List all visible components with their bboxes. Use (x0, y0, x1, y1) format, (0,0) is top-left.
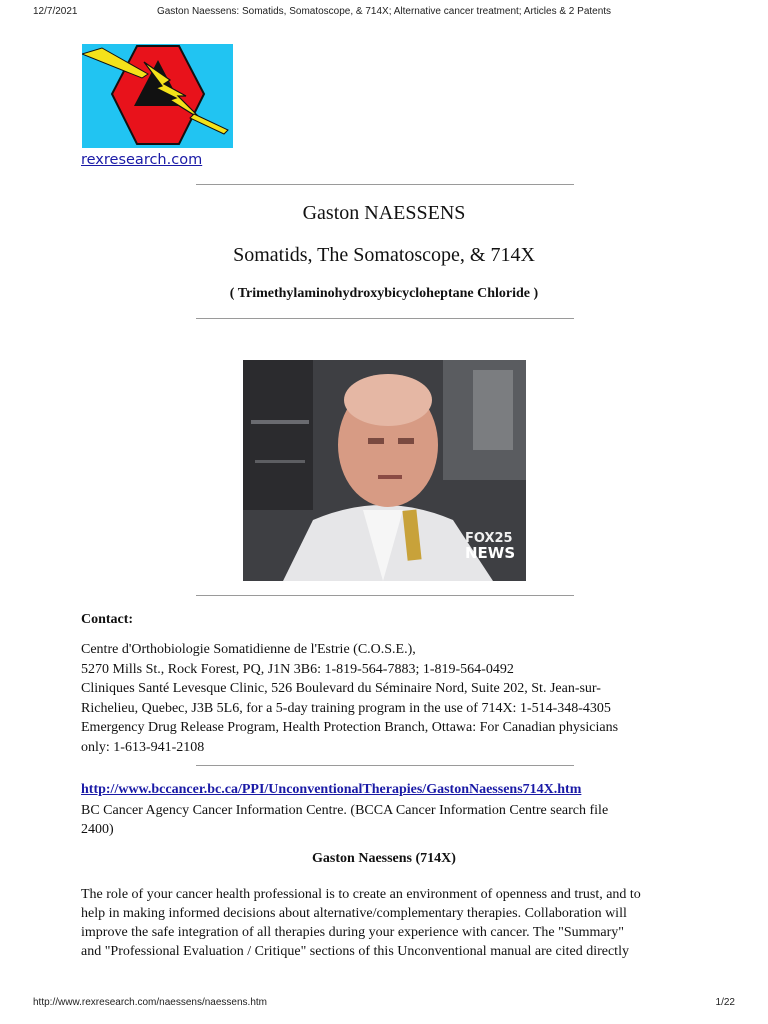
naessens-photo (243, 360, 526, 581)
paragraph-line: and "Professional Evaluation / Critique" sections of this Unconventional manual are cited directly (81, 944, 629, 959)
news-watermark: NEWS (465, 544, 516, 562)
section-paragraph (81, 885, 693, 961)
rexresearch-link[interactable]: rexresearch.com (81, 152, 203, 168)
print-footer-url: http://www.rexresearch.com/naessens/naessens.htm (33, 997, 267, 1008)
divider (196, 318, 574, 319)
contact-line: Cliniques Santé Levesque Clinic, 526 Boulevard du Séminaire Nord, Suite 202, St. Jean-sur- (81, 681, 601, 696)
divider (196, 595, 574, 596)
print-page-title: Gaston Naessens: Somatids, Somatoscope, & 714X; Alternative cancer treatment; Articles & 2 Patents (156, 6, 612, 17)
bccancer-link[interactable]: http://www.bccancer.bc.ca/PPI/UnconventionalTherapies/GastonNaessens714X.htm (81, 782, 582, 797)
page-title: Gaston NAESSENS (302, 202, 466, 224)
contact-heading: Contact: (81, 612, 134, 627)
print-date: 12/7/2021 (33, 6, 78, 17)
section-title: Gaston Naessens (714X) (312, 851, 456, 866)
contact-line: Centre d'Orthobiologie Somatidienne de l'Estrie (C.O.S.E.), (81, 642, 416, 657)
contact-line: 5270 Mills St., Rock Forest, PQ, J1N 3B6: 1-819-564-7883; 1-819-564-0492 (81, 661, 514, 677)
chemical-name: ( Trimethylaminohydroxybicycloheptane Chloride ) (229, 286, 539, 301)
paragraph-line: improve the safe integration of all therapies during your experience with cancer. The "Summary" (81, 925, 624, 940)
divider (196, 184, 574, 185)
contact-line: Emergency Drug Release Program, Health Protection Branch, Ottawa: For Canadian physicians (81, 720, 619, 735)
contact-line: Richelieu, Quebec, J3B 5L6, for a 5-day training program in the use of 714X: 1-514-348-4305 (81, 700, 611, 716)
page-subtitle: Somatids, The Somatoscope, & 714X (233, 244, 535, 266)
print-footer (0, 997, 768, 1013)
hexagon-lightning-logo-icon[interactable] (82, 44, 233, 148)
print-page-number: 1/22 (715, 997, 735, 1008)
bccancer-desc-line: 2400) (81, 822, 114, 837)
paragraph-line: help in making informed decisions about alternative/complementary therapies. Collaboration will (81, 906, 627, 921)
bccancer-description (81, 801, 681, 839)
print-header (0, 6, 768, 22)
paragraph-line: The role of your cancer health professional is to create an environment of openness and trust, and to (81, 887, 641, 902)
fox25-watermark: FOX25 (465, 531, 513, 546)
divider (196, 765, 574, 766)
contact-line: only: 1-613-941-2108 (81, 739, 205, 755)
contact-address (81, 640, 691, 757)
bccancer-desc-line: BC Cancer Agency Cancer Information Centre. (BCCA Cancer Information Centre search file (81, 803, 609, 818)
